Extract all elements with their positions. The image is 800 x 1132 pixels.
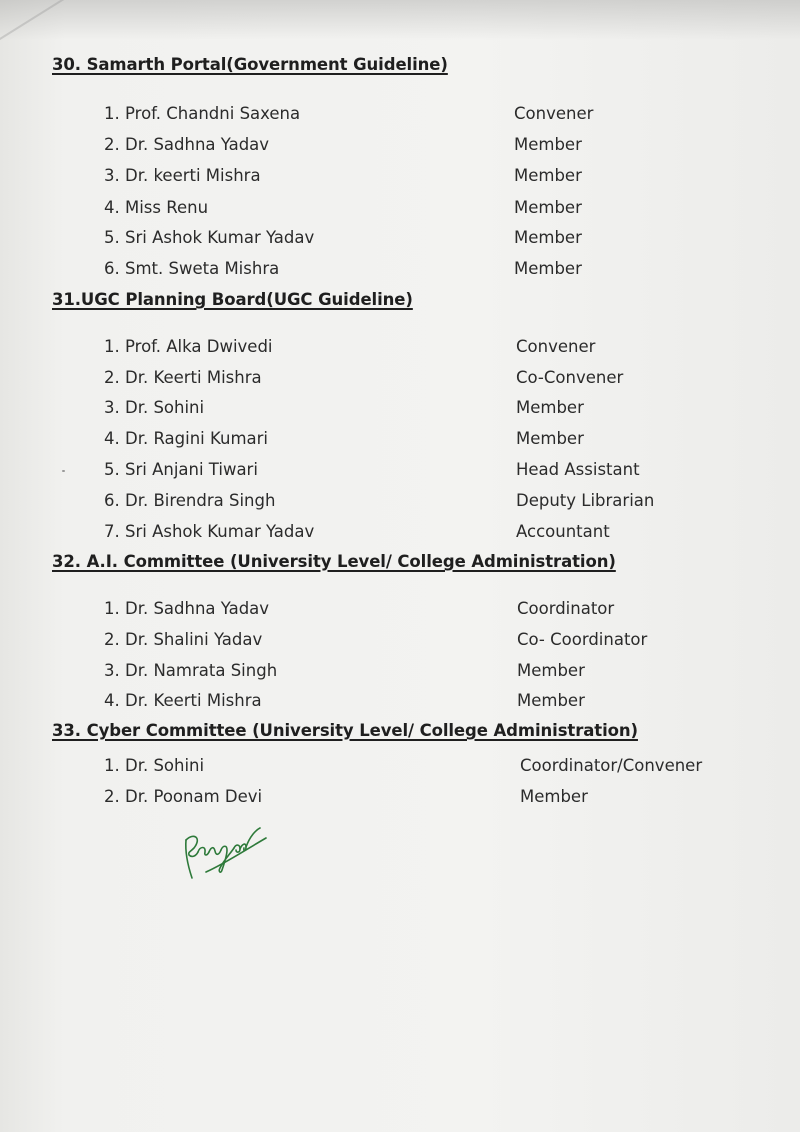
- member-name: 2. Dr. Shalini Yadav: [104, 630, 263, 649]
- member-name: 4. Dr. Ragini Kumari: [104, 429, 269, 448]
- member-role: Member: [514, 228, 582, 247]
- section-30-heading: 30. Samarth Portal(Government Guideline): [52, 55, 448, 74]
- member-role: Head Assistant: [516, 460, 640, 479]
- member-role: Accountant: [516, 522, 610, 541]
- member-role: Co-Convener: [516, 368, 624, 387]
- member-name: 5. Sri Ashok Kumar Yadav: [104, 228, 315, 247]
- section-33-row-1: [0, 756, 800, 780]
- section-31-row-4: [0, 429, 800, 453]
- paper-fold-crease: [0, 0, 1, 1]
- member-name: 3. Dr. keerti Mishra: [104, 166, 261, 185]
- section-31-row-1: [0, 337, 800, 361]
- member-role: Member: [514, 259, 582, 278]
- page-top-shadow: [0, 0, 800, 40]
- handwritten-signature-icon: [176, 822, 272, 882]
- member-name: 2. Dr. Sadhna Yadav: [104, 135, 270, 154]
- member-role: Member: [516, 429, 584, 448]
- section-31-row-5: [0, 460, 800, 484]
- section-32-row-1: [0, 599, 800, 623]
- section-30-row-4: [0, 198, 800, 222]
- section-32-row-2: [0, 630, 800, 654]
- section-31-row-6: [0, 491, 800, 515]
- member-role: Member: [517, 691, 585, 710]
- member-name: 2. Dr. Poonam Devi: [104, 787, 263, 806]
- member-name: 1. Prof. Alka Dwivedi: [104, 337, 273, 356]
- member-name: 1. Dr. Sadhna Yadav: [104, 599, 270, 618]
- member-role: Member: [514, 166, 582, 185]
- member-name: 4. Miss Renu: [104, 198, 209, 217]
- section-32-row-4: [0, 691, 800, 715]
- member-name: 1. Prof. Chandni Saxena: [104, 104, 301, 123]
- member-name: 5. Sri Anjani Tiwari: [104, 460, 258, 479]
- member-role: Convener: [514, 104, 594, 123]
- member-role: Coordinator: [517, 599, 615, 618]
- member-role: Co- Coordinator: [517, 630, 648, 649]
- section-32-row-3: [0, 661, 800, 685]
- member-name: 7. Sri Ashok Kumar Yadav: [104, 522, 315, 541]
- section-32-heading: 32. A.I. Committee (University Level/ College Administration): [52, 552, 616, 571]
- member-role: Member: [517, 661, 585, 680]
- section-31-row-3: [0, 398, 800, 422]
- section-33-row-2: [0, 787, 800, 811]
- section-30-row-6: [0, 259, 800, 283]
- section-30-row-1: [0, 104, 800, 128]
- section-31-heading: 31.UGC Planning Board(UGC Guideline): [52, 290, 413, 309]
- section-30-row-3: [0, 166, 800, 190]
- member-name: 1. Dr. Sohini: [104, 756, 205, 775]
- member-role: Coordinator/Convener: [520, 756, 703, 775]
- member-role: Convener: [516, 337, 596, 356]
- member-role: Member: [520, 787, 588, 806]
- member-name: 3. Dr. Namrata Singh: [104, 661, 278, 680]
- section-33-heading: 33. Cyber Committee (University Level/ College Administration): [52, 721, 638, 740]
- member-role: Deputy Librarian: [516, 491, 655, 510]
- member-name: 4. Dr. Keerti Mishra: [104, 691, 262, 710]
- member-role: Member: [514, 198, 582, 217]
- section-31-row-2: [0, 368, 800, 392]
- ink-speck: [62, 470, 65, 472]
- section-30-row-2: [0, 135, 800, 159]
- member-name: 2. Dr. Keerti Mishra: [104, 368, 262, 387]
- section-30-row-5: [0, 228, 800, 252]
- member-role: Member: [516, 398, 584, 417]
- member-name: 6. Smt. Sweta Mishra: [104, 259, 280, 278]
- section-31-row-7: [0, 522, 800, 546]
- member-role: Member: [514, 135, 582, 154]
- member-name: 6. Dr. Birendra Singh: [104, 491, 276, 510]
- member-name: 3. Dr. Sohini: [104, 398, 205, 417]
